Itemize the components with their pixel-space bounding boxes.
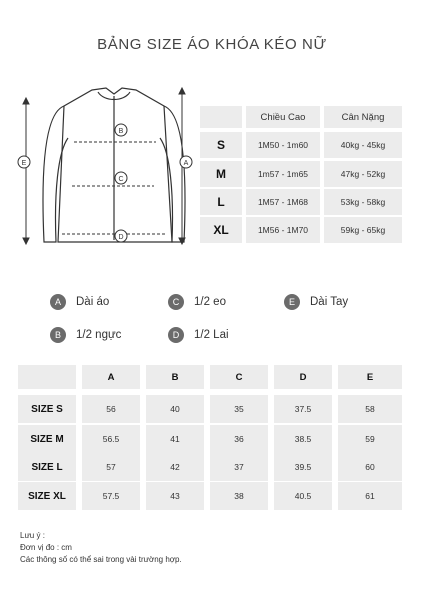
legend-label: Dài Tay [310,296,349,308]
legend-badge: A [50,294,66,310]
table-row-size: SIZE M [18,425,76,453]
table-cell: 43 [146,482,204,510]
table-cell: 38 [210,482,268,510]
table-cell: 57 [82,453,140,481]
legend-label: Dài áo [76,296,110,308]
legend-item-e [284,294,348,310]
table-cell: 40 [146,395,204,423]
page-title: BẢNG SIZE ÁO KHÓA KÉO NỮ [97,36,327,53]
table-row-size: SIZE XL [18,482,76,510]
table-cell: 56 [82,395,140,423]
header-c: C [210,365,268,389]
note-line: Lưu ý : [20,531,45,540]
notes [20,530,182,566]
legend-item-c [168,294,226,310]
table-cell: 37 [210,453,268,481]
legend-item-d [168,327,229,343]
table-cell: 60 [338,453,402,481]
legend-item-a [50,294,109,310]
header-weight: Cân Nặng [324,106,402,128]
table-cell: 41 [146,425,204,453]
legend-label: 1/2 Lai [194,329,229,341]
table-row-size: SIZE S [18,395,76,423]
marker-e: E [21,160,27,167]
table-cell: 59 [338,425,402,453]
row-height: 1M56 - 1M70 [246,217,320,243]
table-cell: 36 [210,425,268,453]
header-a: A [82,365,140,389]
marker-b: B [118,128,124,135]
legend-badge: B [50,327,66,343]
table-cell: 40.5 [274,482,332,510]
row-weight: 53kg - 58kg [324,189,402,215]
row-weight: 40kg - 45kg [324,132,402,158]
table-corner [18,365,76,389]
header-b: B [146,365,204,389]
legend-badge: C [168,294,184,310]
legend-badge: E [284,294,300,310]
header-d: D [274,365,332,389]
legend-label: 1/2 eo [194,296,226,308]
table-cell: 37.5 [274,395,332,423]
jacket-diagram [14,82,214,252]
legend-item-b [50,327,121,343]
marker-d: D [118,234,124,241]
legend-label: 1/2 ngực [76,329,122,341]
legend-badge: D [168,327,184,343]
row-height: 1M57 - 1M68 [246,189,320,215]
table-cell: 38.5 [274,425,332,453]
table-cell: 42 [146,453,204,481]
row-weight: 59kg - 65kg [324,217,402,243]
table-corner [200,106,242,128]
header-height: Chiều Cao [246,106,320,128]
row-height: 1M50 - 1m60 [246,132,320,158]
table-row-size: SIZE L [18,453,76,481]
note-line: Đơn vị đo : cm [20,543,72,552]
row-size: M [200,161,242,187]
row-size: L [200,189,242,215]
table-cell: 56.5 [82,425,140,453]
marker-c: C [118,176,124,183]
header-e: E [338,365,402,389]
row-height: 1m57 - 1m65 [246,161,320,187]
row-size: XL [200,217,242,243]
row-size: S [200,132,242,158]
marker-a: A [183,160,189,167]
table-cell: 58 [338,395,402,423]
table-cell: 61 [338,482,402,510]
table-cell: 57.5 [82,482,140,510]
table-cell: 39.5 [274,453,332,481]
note-line: Các thông số có thể sai trong vài trường hợp. [20,555,182,564]
row-weight: 47kg - 52kg [324,161,402,187]
table-cell: 35 [210,395,268,423]
